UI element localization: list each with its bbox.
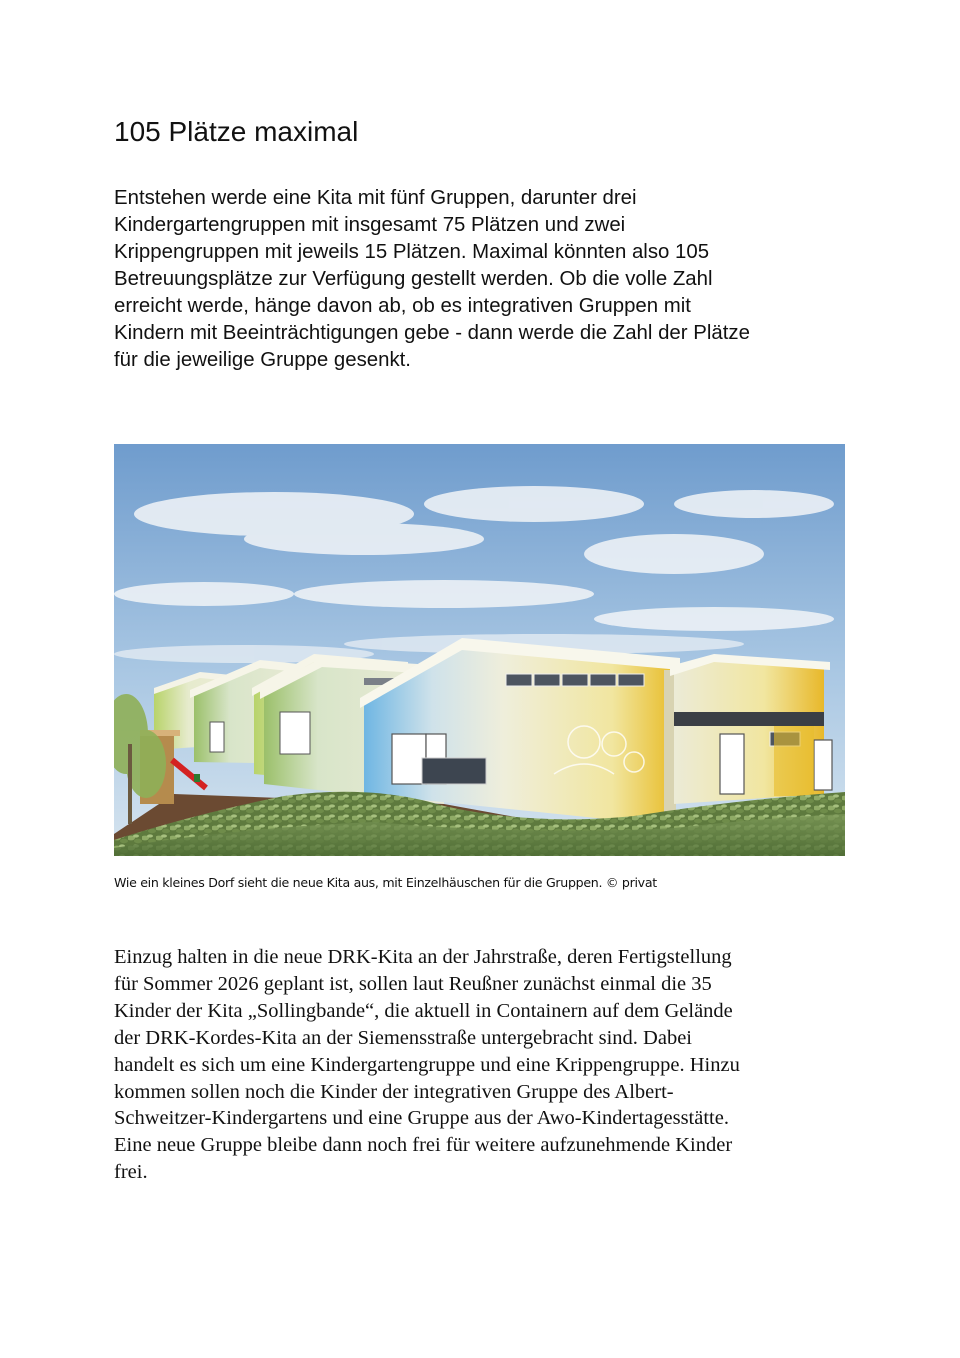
lead-line: Betreuungsplätze zur Verfügung gestellt werden. Ob die volle Zahl xyxy=(114,268,713,290)
lead-line: Kindern mit Beeinträchtigungen gebe - dann werde die Zahl der Plätze xyxy=(114,322,750,344)
kita-rendering-image xyxy=(114,444,845,856)
lead-line: Entstehen werde eine Kita mit fünf Gruppen, darunter drei xyxy=(114,187,637,209)
lead-line: Kindergartengruppen mit insgesamt 75 Plätzen und zwei xyxy=(114,214,626,236)
lead-line: Krippengruppen mit jeweils 15 Plätzen. Maximal könnten also 105 xyxy=(114,241,710,263)
body-line: Eine neue Gruppe bleibe dann noch frei für weitere aufzunehmende Kinder xyxy=(114,1134,733,1157)
body-line: für Sommer 2026 geplant ist, sollen laut Reußner zunächst einmal die 35 xyxy=(114,972,712,995)
body-paragraph xyxy=(114,944,854,1186)
lead-line: erreicht werde, hänge davon ab, ob es integrativen Gruppen mit xyxy=(114,295,691,317)
body-line: kommen sollen noch die Kinder der integrativen Gruppe des Albert- xyxy=(114,1080,674,1103)
image-caption: Wie ein kleines Dorf sieht die neue Kita aus, mit Einzelhäuschen für die Gruppen. © privat xyxy=(114,875,657,890)
body-line: handelt es sich um eine Kindergartengruppe und eine Krippengruppe. Hinzu xyxy=(114,1053,740,1076)
lead-paragraph xyxy=(114,185,854,374)
body-line: Einzug halten in die neue DRK-Kita an der Jahrstraße, deren Fertigstellung xyxy=(114,946,732,968)
article-title: 105 Plätze maximal xyxy=(114,116,359,147)
body-line: der DRK-Kordes-Kita an der Siemensstraße untergebracht sind. Dabei xyxy=(114,1026,692,1049)
body-line: frei. xyxy=(114,1161,148,1184)
lead-line: für die jeweilige Gruppe gesenkt. xyxy=(114,349,411,371)
body-line: Kinder der Kita „Sollingbande“, die aktuell in Containern auf dem Gelände xyxy=(114,999,733,1022)
body-line: Schweitzer-Kindergartens und eine Gruppe aus der Awo-Kindertagesstätte. xyxy=(114,1107,729,1130)
